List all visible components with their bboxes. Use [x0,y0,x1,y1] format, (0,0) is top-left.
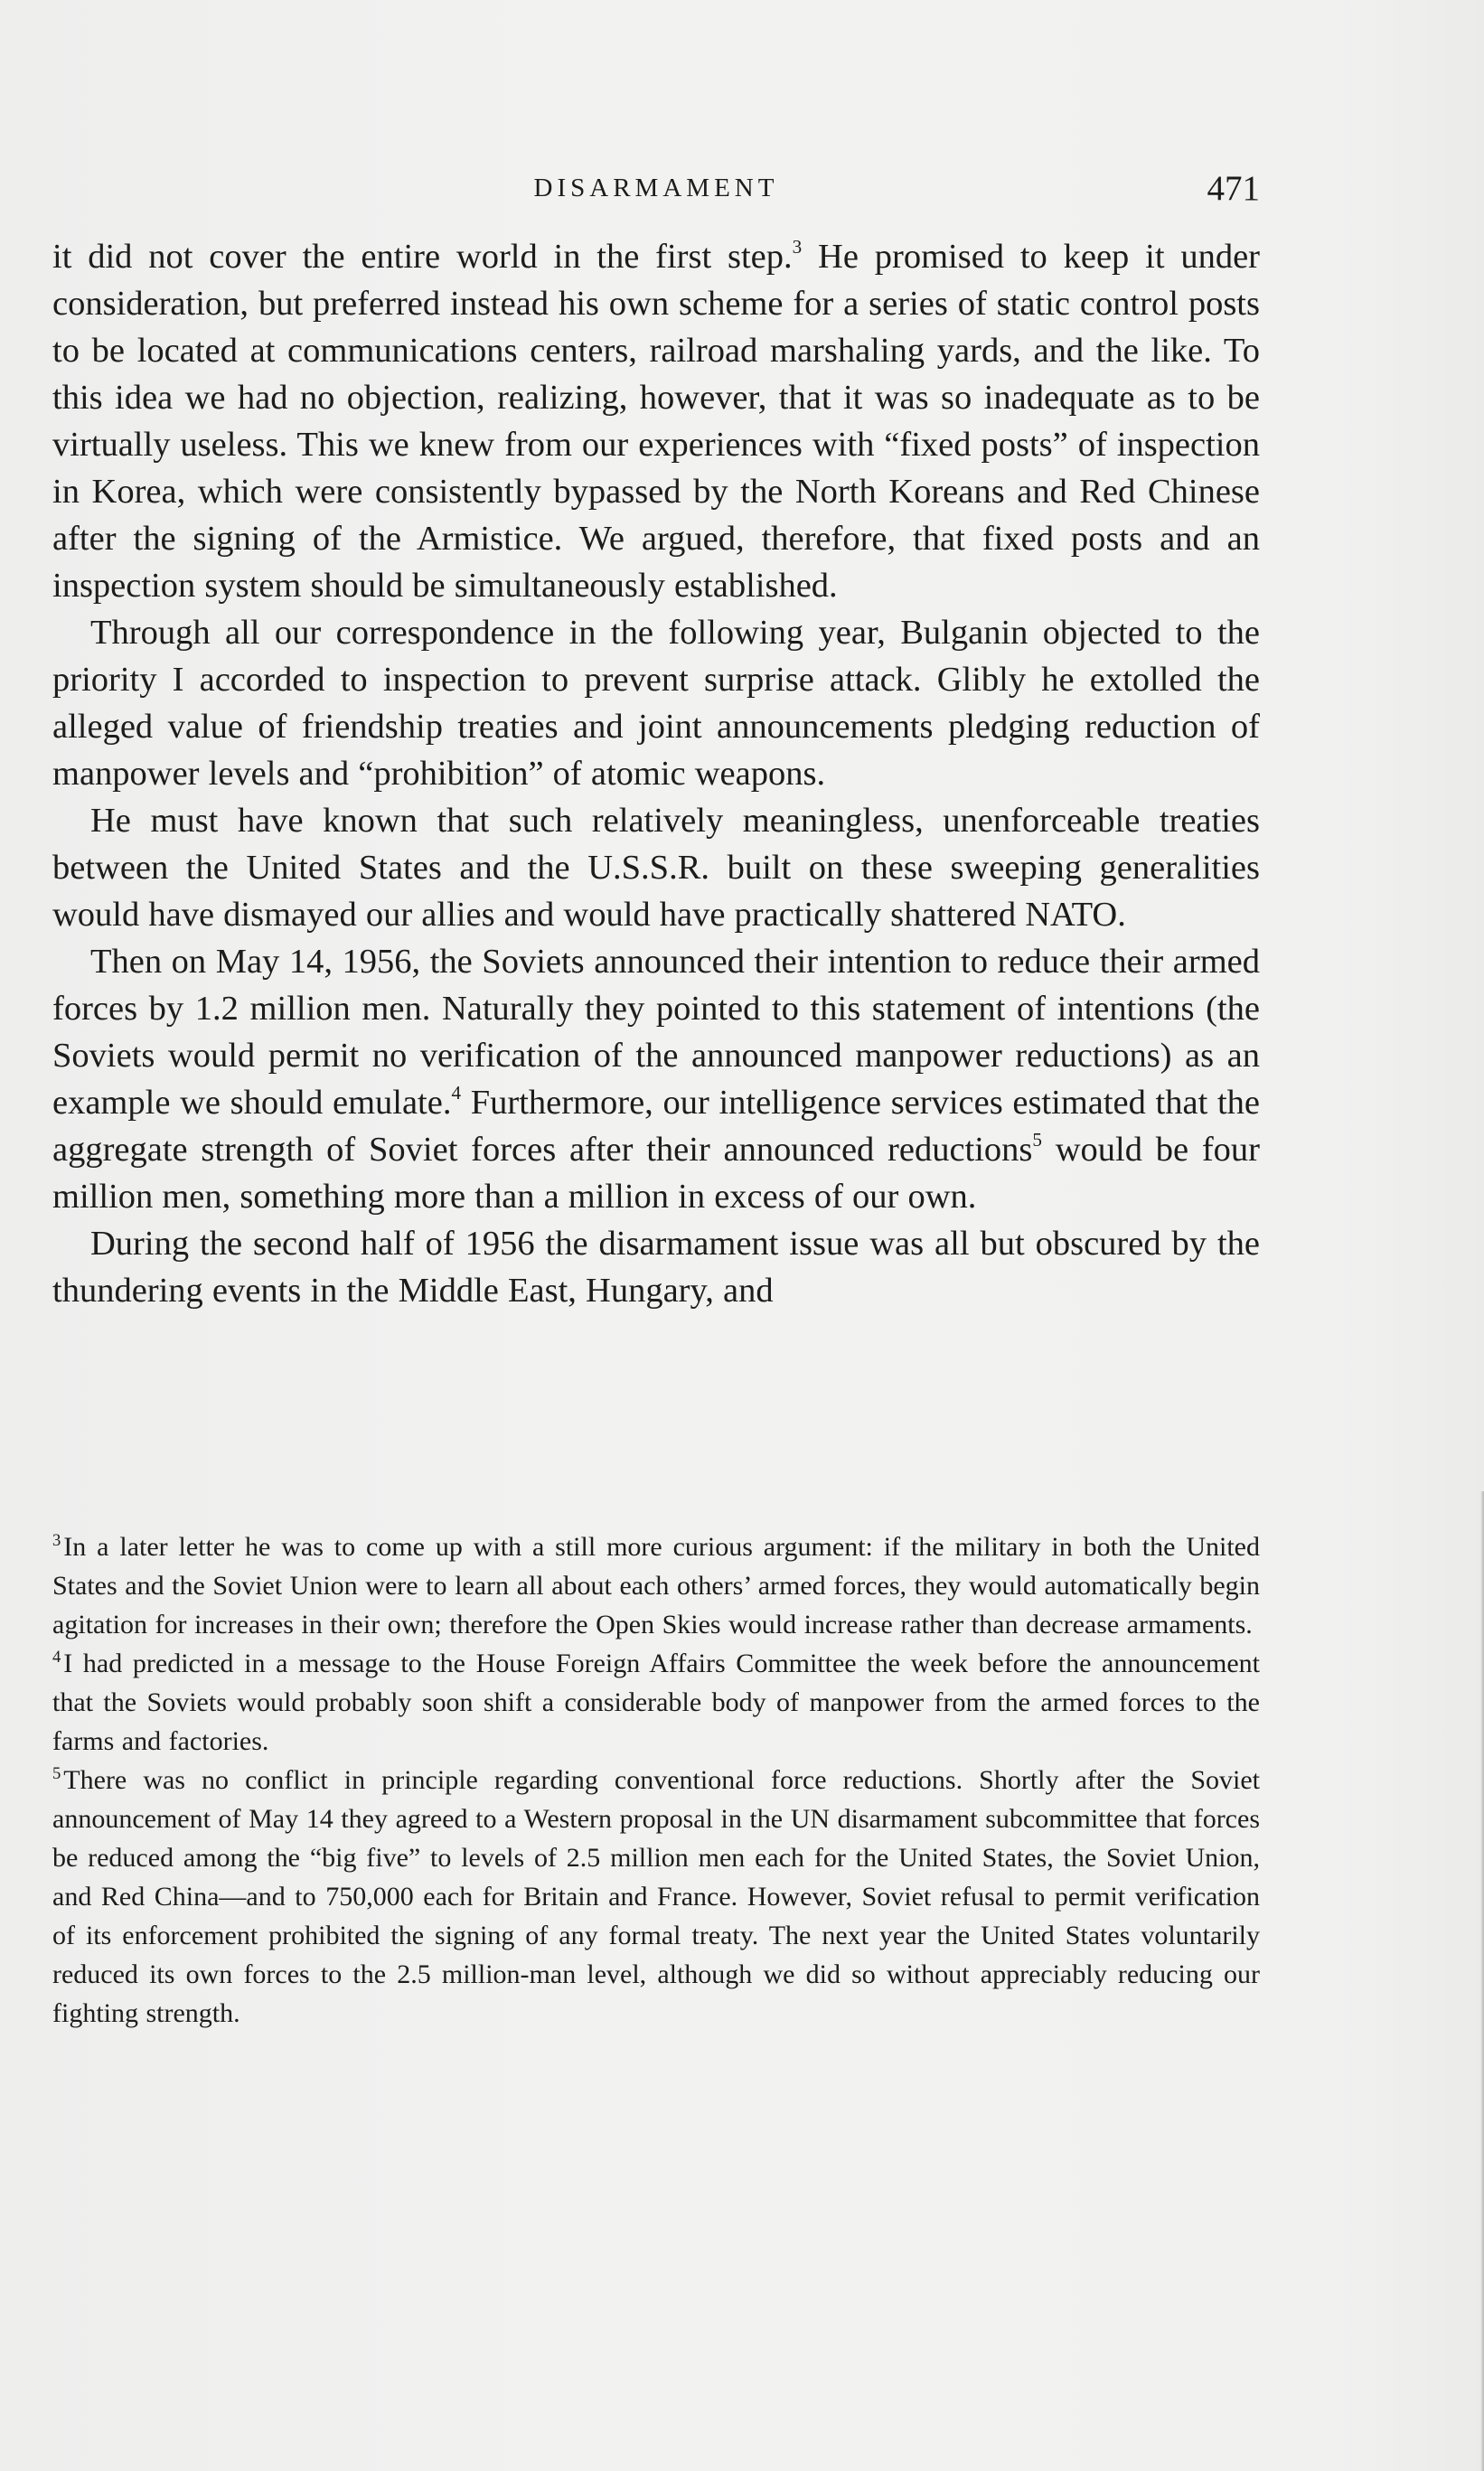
paragraph-2: Through all our correspondence in the following year, Bulganin objected to the priority I accorded to inspection to prevent surprise attack. Glibly he extolled the alleged value of friendship treaties and joint announcements pledging reduction of manpower levels and “prohibition” of atomic weapons. [52,614,1260,793]
footnote-5 [52,1761,1260,2033]
footnote-4 [52,1644,1260,1761]
footnote-mark: 3 [52,1530,61,1550]
footnote-reference-3[interactable]: 3 [792,236,803,258]
footnote-text: I had predicted in a message to the House Foreign Affairs Committee the week before the announcement that the Soviets would probably soon shift a considerable body of manpower from the armed forces to the farms and factories. [52,1649,1260,1756]
footnote-mark: 4 [52,1647,61,1667]
paragraph-3: He must have known that such relatively meaningless, unenforceable treaties between the United States and the U.S.S.R. built on these sweeping generalities would have dismayed our allies and would have practically shattered NATO. [52,802,1260,934]
paragraph-text: Furthermore, our intelligence services estimated that the aggregate strength of Soviet forces after their announced reductions [52,1084,1260,1169]
footnote-text: In a later letter he was to come up with a still more curious argument: if the military in both the United States and the Soviet Union were to learn all about each others’ armed forces, they would automatically begin agitation for increases in their own; therefore the Open Skies would increase rather than decrease armaments. [52,1532,1260,1640]
footnotes [52,1527,1260,2033]
paragraph-4 [52,938,1260,1220]
paragraph-5: During the second half of 1956 the disarmament issue was all but obscured by the thundering events in the Middle East, Hungary, and [52,1225,1260,1310]
footnote-reference-4[interactable]: 4 [451,1082,462,1104]
footnote-mark: 5 [52,1763,61,1783]
paragraph-text: He promised to keep it under consideration, but preferred instead his own scheme for a series of static control posts to be located at communications centers, railroad marshaling yards, and the like. To this idea we had no objection, realizing, however, that it was so inadequate as to be virtually useless. This we knew from our experiences with “fixed posts” of inspection in Korea, which were consistently bypassed by the North Koreans and Red Chinese after the signing of the Armistice. We argued, therefore, that fixed posts and an inspection system should be simultaneously established. [52,238,1260,605]
running-head [52,168,1260,213]
footnote-reference-5[interactable]: 5 [1032,1129,1042,1151]
page-edge-shadow [1480,1491,1484,2471]
page-number: 471 [1207,169,1260,208]
footnote-3 [52,1527,1260,1644]
paragraph-1 [52,233,1260,609]
body-text [52,233,1260,1314]
paragraph-text: it did not cover the entire world in the first step. [52,238,793,276]
running-title: DISARMAMENT [533,174,779,202]
paragraph-text: Then on May 14, 1956, the Soviets announced their intention to reduce their armed forces by 1.2 million men. Naturally they pointed to this statement of intentions (the Soviets would permit no verification of the announced manpower reductions) as an example we should emulate. [52,943,1260,1122]
paragraph-text: would be four million men, something more than a million in excess of our own. [52,1131,1260,1216]
footnote-text: There was no conflict in principle regarding conventional force reductions. Shortly after the Soviet announcement of May 14 they agreed to a Western proposal in the UN disarmament subcommittee that forces be reduced among the “big five” to levels of 2.5 million men each for the United States, the Soviet Union, and Red China—and to 750,000 each for Britain and France. However, Soviet refusal to permit verification of its enforcement prohibited the signing of any formal treaty. The next year the United States voluntarily reduced its own forces to the 2.5 million-man level, although we did so without appreciably reducing our fighting strength. [52,1765,1260,2028]
